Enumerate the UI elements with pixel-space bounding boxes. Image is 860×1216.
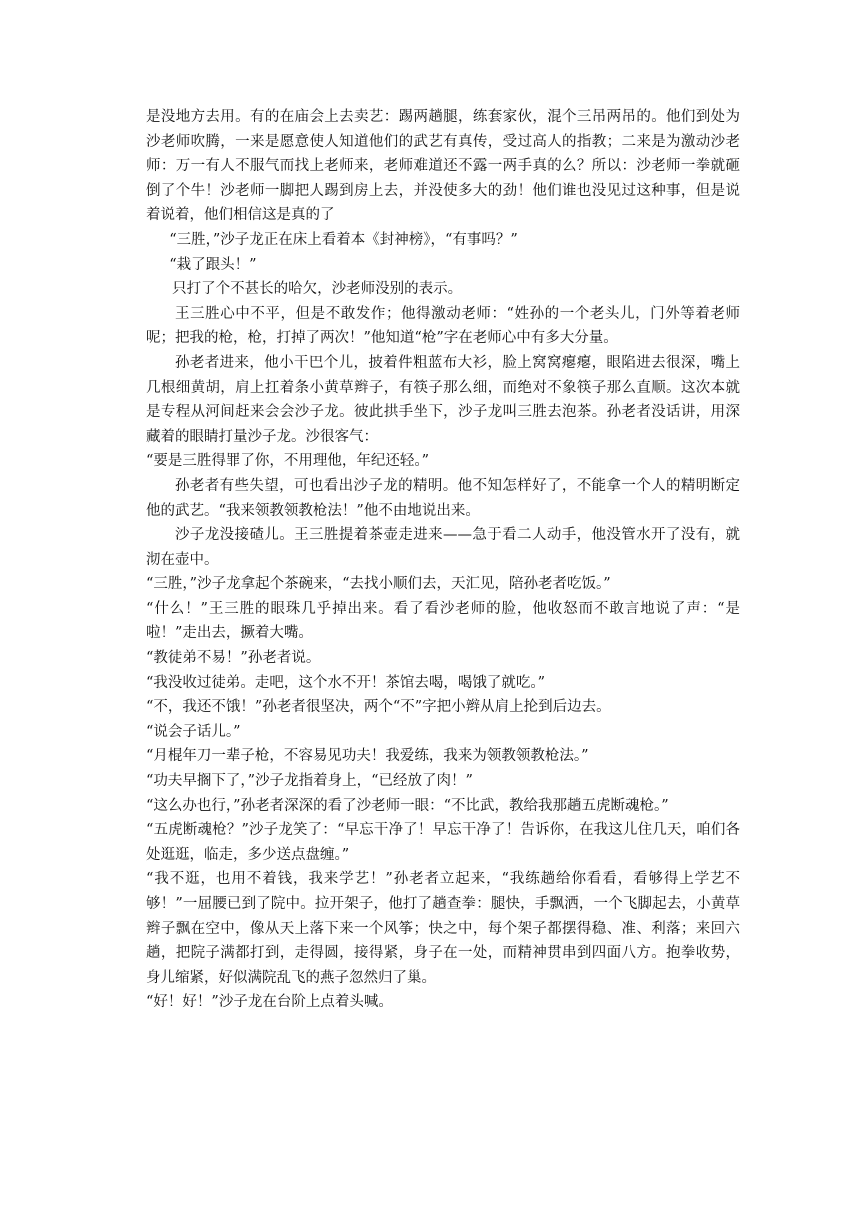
paragraph: 只打了个不甚长的哈欠，沙老师没别的表示。 — [172, 281, 463, 298]
body-text — [146, 105, 740, 1015]
paragraph: “不，我还不饿！”孙老者很坚决，两个“不”字把小辫从肩上抡到后边去。 — [146, 699, 611, 716]
paragraph: “我没收过徒弟。走吧，这个水不开！茶馆去喝，喝饿了就吃。” — [146, 674, 546, 691]
paragraph: “什么！”王三胜的眼珠几乎掉出来。看了看沙老师的脸，他收怒而不敢言地说了声：“是啦！”走出去，撅着大嘴。 — [146, 600, 740, 642]
paragraph: 是没地方去用。有的在庙会上去卖艺：踢两趟腿，练套家伙，混个三吊两吊的。他们到处为沙老师吹腾，一来是愿意使人知道他们的武艺有真传，受过高人的指教；二来是为激动沙老师：万一有人不服气而找上老师来，老师难道还不露一两手真的么？所以：沙老师一拳就砸倒了个牛！沙老师一脚把人踢到房上去，并没使多大的劲！他们谁也没见过这种事，但是说着说着，他们相信这是真的了 — [146, 109, 740, 224]
paragraph: “三胜，”沙子龙拿起个茶碗来，“去找小顺们去，天汇见，陪孙老者吃饭。” — [146, 576, 611, 593]
paragraph: “教徒弟不易！”孙老者说。 — [146, 650, 321, 667]
paragraph: “功夫早搁下了，”沙子龙指着身上，“已经放了肉！” — [146, 773, 473, 790]
paragraph: 孙老者进来，他小干巴个儿，披着件粗蓝布大衫，脸上窝窝瘪瘪，眼陷进去很深，嘴上几根细黄胡，肩上扛着条小黄草辫子，有筷子那么细，而绝对不象筷子那么直顺。这次本就是专程从河间赶来会会沙子龙。彼此拱手坐下，沙子龙叫三胜去泡茶。孙老者没话讲，用深藏着的眼睛打量沙子龙。沙很客气： — [146, 354, 740, 445]
paragraph: 沙子龙没接碴儿。王三胜提着茶壶走进来——急于看二人动手，他没管水开了没有，就沏在壶中。 — [146, 527, 740, 568]
paragraph: “栽了跟头！” — [169, 256, 257, 273]
paragraph: “我不逛，也用不着钱，我来学艺！”孙老者立起来，“我练趟给你看看，看够得上学艺不够！”一屈腰已到了院中。拉开架子，他打了趟查拳：腿快，手飘洒，一个飞脚起去，小黄草辫子飘在空中，像从天上落下来一个风筝；快之中，每个架子都摆得稳、准、利落；来回六趟，把院子满都打到，走得圆，接得紧，身子在一处，而精神贯串到四面八方。抱拳收势，身儿缩紧，好似满院乱飞的燕子忽然归了巢。 — [146, 871, 740, 986]
paragraph: “三胜，”沙子龙正在床上看着本《封神榜》，“有事吗？” — [169, 231, 518, 248]
paragraph: “这么办也行，”孙老者深深的看了沙老师一眼：“不比武，教给我那趟五虎断魂枪。” — [146, 797, 669, 814]
paragraph: “好！好！”沙子龙在台阶上点着头喊。 — [146, 994, 393, 1011]
paragraph: “说会子话儿。” — [146, 723, 241, 740]
paragraph: “五虎断魂枪？”沙子龙笑了：“早忘干净了！早忘干净了！告诉你，在我这儿住几天，咱们各处逛逛，临走，多少送点盘缠。” — [146, 822, 740, 863]
paragraph: 王三胜心中不平，但是不敢发作；他得激动老师：“姓孙的一个老头儿，门外等着老师呢；把我的枪，枪，打掉了两次！”他知道“枪”字在老师心中有多大分量。 — [146, 305, 740, 347]
paragraph: “要是三胜得罪了你，不用理他，年纪还轻。” — [146, 453, 430, 470]
paragraph: 孙老者有些失望，可也看出沙子龙的精明。他不知怎样好了，不能拿一个人的精明断定他的武艺。“我来领教领教枪法！”他不由地说出来。 — [146, 477, 740, 519]
paragraph: “月棍年刀一辈子枪，不容易见功夫！我爱练，我来为领教领教枪法。” — [146, 748, 589, 765]
